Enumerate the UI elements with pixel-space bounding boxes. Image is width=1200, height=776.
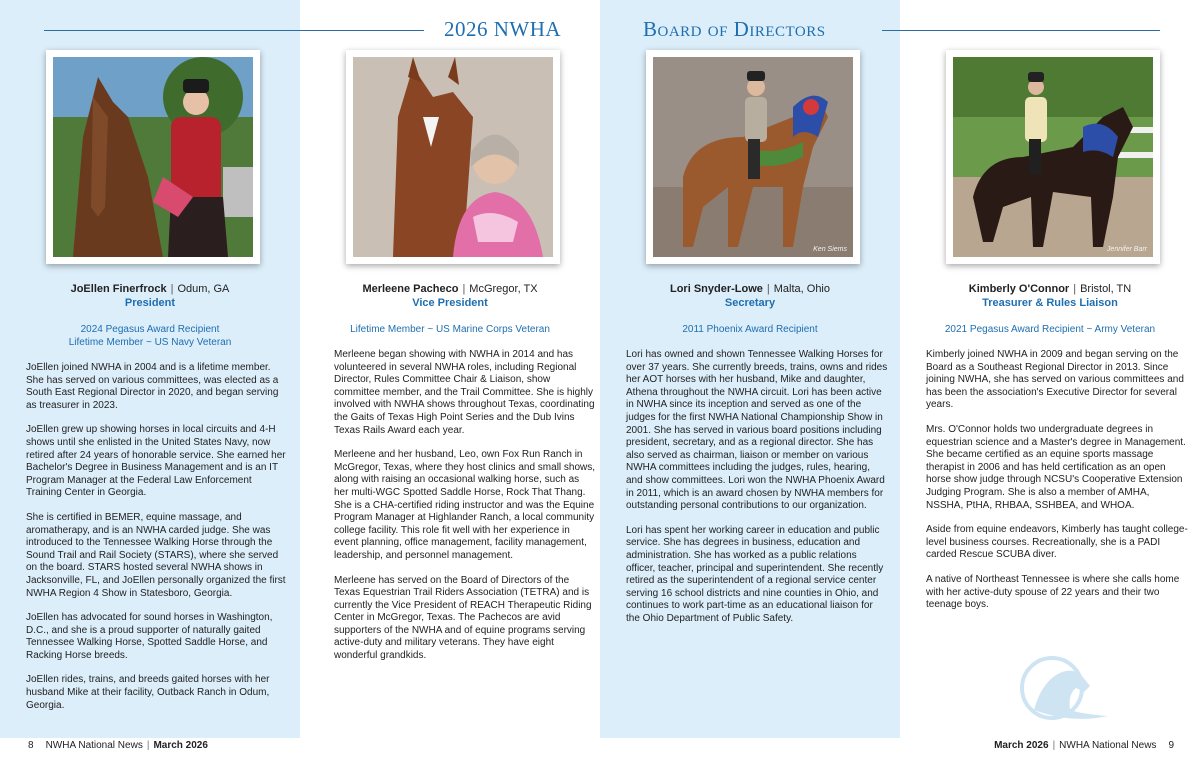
member-card-kimberly (900, 0, 1200, 738)
footer-separator: | (1052, 740, 1056, 751)
member-bio (334, 349, 596, 663)
bio-paragraph: Kimberly joined NWHA in 2009 and began serving on the Board as a Southeast Regional Director in 2013. Since joining NWHA, she has served on various committees and has been the association's Executive Director for several years. (926, 349, 1184, 411)
member-name: Merleene Pacheco (362, 283, 459, 295)
member-nameline (0, 283, 300, 295)
member-photo-frame (346, 50, 560, 264)
member-bio (626, 349, 888, 625)
footer-left (28, 740, 208, 751)
member-photo-kimberly (953, 57, 1153, 257)
bio-paragraph: A native of Northeast Tennessee is where she calls home with her active-duty spouse of 22 years and their two teenage boys. (926, 573, 1180, 611)
member-card-lori (600, 0, 900, 738)
member-photo-joellen (53, 57, 253, 257)
page-title-left: 2026 NWHA (444, 17, 562, 41)
name-separator: | (462, 283, 466, 295)
member-award-line: 2021 Pegasus Award Recipient ~ Army Veteran (944, 324, 1156, 335)
member-photo-merleene (353, 57, 553, 257)
bio-paragraph: Aside from equine endeavors, Kimberly has taught college-level business courses. Recreationally, she is a PADI carded Rescue SCUBA diver. (926, 524, 1188, 561)
horse-head-logo-icon (1012, 650, 1112, 730)
member-photo-frame (46, 50, 260, 264)
member-role: Vice President (412, 297, 488, 309)
member-role: Treasurer & Rules Liaison (982, 297, 1118, 309)
name-separator: | (1073, 283, 1077, 295)
member-award-line: Lifetime Member ~ US Navy Veteran (68, 337, 232, 348)
footer-separator: | (146, 740, 150, 751)
bio-paragraph: Lori has owned and shown Tennessee Walking Horses for over 37 years. She currently breeds, trains, owns and rides her AOT horses with her husband, Mike and daughter, Athena throughout the NWHA circuit. Lori has been active in NWHA since its inception and served as one of the judges for the first NWHA National Championship Show in 2001. She has served in various board positions including president, secretary, and as a regional director. She has also served as chairman, liaison or member on various NWHA committees including the judges, rules, hearing, and show committees. Lori won the NWHA Phoenix Award in 2011, which is an award chosen by NWHA members for outstanding personal contributions to our organization. (626, 349, 888, 512)
bio-paragraph: Mrs. O'Connor holds two undergraduate degrees in equestrian science and a Master's degree in Management. She became certified as an equine sports massage therapist in 2006 and has held certification as an open horse show judge through NCSU's Cooperative Extension Judging Program. She is also a member of AMHA, NSSHA, PtHA, RHBAA, SSHBEA, and WHOA. (926, 423, 1186, 511)
footer-date-right: March 2026 (994, 740, 1049, 751)
member-bio (926, 349, 1188, 612)
member-location: Malta, Ohio (773, 283, 830, 295)
bio-paragraph: Merleene and her husband, Leo, own Fox Run Ranch in McGregor, Texas, where they host clinics and small shows, along with raising an occasional walking horse, such as her multi-WGC Spotted Saddle Horse, Rock That Thang. She is a CHA-certified riding instructor and was the Equine Program Manager at Highlander Ranch, a local community college facility. This role fit well with her experience in event planning, office management, facility management, leadership, and personnel management. (334, 449, 596, 561)
member-role: President (124, 297, 176, 309)
bio-paragraph: JoEllen rides, trains, and breeds gaited horses with her husband Mike at their facility, Outback Ranch in Odum, Georgia. (26, 674, 270, 711)
photo-credit: Jennifer Barr (1106, 246, 1147, 253)
member-location: McGregor, TX (469, 283, 538, 295)
member-nameline (600, 283, 900, 295)
member-award-line: 2011 Phoenix Award Recipient (682, 324, 818, 335)
member-role: Secretary (724, 297, 776, 309)
bio-paragraph: She is certified in BEMER, equine massage, and aromatherapy, and is an NWHA carded judge. She was introduced to the Tennessee Walking Horse through the Sound Trail and Rail Society (STARS), where she served on the board. STARS hosted several NWHA shows in Jacksonville, FL, and JoEllen personally organized the first NWHA Region 4 Show in Statesboro, Georgia. (26, 511, 286, 599)
member-nameline (300, 283, 600, 295)
member-name: Kimberly O'Connor (968, 283, 1070, 295)
member-award-line: 2024 Pegasus Award Recipient (80, 324, 220, 335)
member-card-joellen (0, 0, 300, 738)
member-bio (26, 362, 288, 712)
name-separator: | (170, 283, 174, 295)
bio-paragraph: JoEllen has advocated for sound horses in Washington, D.C., and she is a proud supporter of naturally gaited Tennessee Walking Horse, Spotted Saddle Horse, and Racking Horse breeds. (26, 612, 273, 661)
member-photo-frame (646, 50, 860, 264)
photo-credit: Ken Siems (813, 246, 847, 253)
bio-paragraph: JoEllen grew up showing horses in local circuits and 4-H shows until she enlisted in the United States Navy, now retired after 24 years of honorable service. She earned her Bachelor's Degree in Business Management and is an IT Program Manager at the Federal Law Enforcement Training Center in Georgia. (26, 424, 286, 499)
footer-date-left: March 2026 (153, 740, 208, 751)
footer-right (994, 740, 1174, 751)
page-title-right: Board of Directors (643, 17, 826, 41)
member-award-line: Lifetime Member ~ US Marine Corps Veteran (350, 324, 550, 335)
bio-paragraph: JoEllen joined NWHA in 2004 and is a lifetime member. She has served on various committees, was elected as a South East Regional Director in 2020, and began serving as treasurer in 2023. (26, 362, 279, 411)
footer-publication-left: NWHA National News (45, 740, 143, 751)
name-separator: | (766, 283, 770, 295)
footer-publication-right: NWHA National News (1059, 740, 1157, 751)
page-number-right: 9 (1168, 740, 1174, 751)
bio-paragraph: Lori has spent her working career in education and public service. She has degrees in business, education and administration. She has worked as a public relations officer, teacher, principal and superintendent. She recently retired as the superintendent of a regional service center serving 16 school districts and nine counties in Ohio, and continues to work part-time as an educational liaison for the Ohio Department of Public Safety. (626, 524, 884, 624)
member-card-merleene (300, 0, 600, 738)
member-name: Lori Snyder-Lowe (669, 283, 763, 295)
page-number-left: 8 (28, 740, 34, 751)
member-location: Odum, GA (177, 283, 230, 295)
member-photo-frame (946, 50, 1160, 264)
bio-paragraph: Merleene has served on the Board of Directors of the Texas Equestrian Trail Riders Association (TETRA) and is currently the Vice President of REACH Therapeutic Riding Center in McGregor, Texas. The Pachecos are avid supporters of the NWHA and of equine programs serving active-duty and military veterans. They have eight wonderful grandkids. (334, 574, 592, 662)
member-name: JoEllen Finerfrock (70, 283, 167, 295)
member-location: Bristol, TN (1080, 283, 1132, 295)
member-photo-lori (653, 57, 853, 257)
bio-paragraph: Merleene began showing with NWHA in 2014 and has volunteered in several NWHA roles, including Regional Director, Rules Committee Chair & Liaison, show committee member, and the Trail Committee. She is highly involved with NWHA shows throughout Texas, coordinating the Gaits of Texas High Point Series and the Dub Ivins Texas Rails Award each year. (334, 349, 595, 436)
member-nameline (900, 283, 1200, 295)
